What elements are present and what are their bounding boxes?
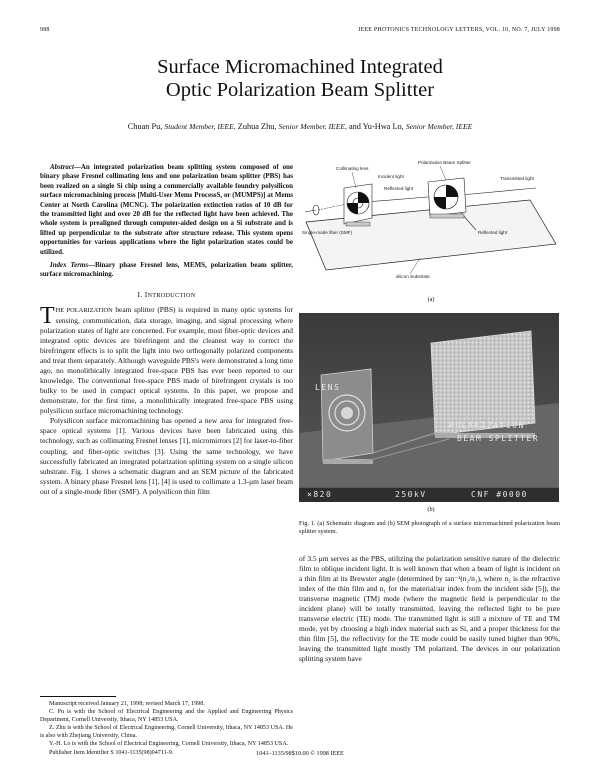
sem-label-pbs-2: BEAM SPLITTER	[457, 434, 540, 443]
page-number: 988	[40, 27, 50, 33]
label-reflected-light-top: Reflected light	[384, 186, 414, 191]
section-title-rest: NTRODUCTION	[147, 291, 196, 299]
author-2-role: Senior Member, IEEE,	[278, 122, 347, 131]
footnote-1: Manuscript received January 21, 1998; revised March 17, 1998.	[49, 701, 205, 707]
footnotes	[40, 700, 293, 757]
abstract	[40, 163, 293, 257]
sem-voltage: 250kV	[395, 490, 427, 499]
footnote-5: Publisher Item Identifier S 1041-1135(98)04711-9.	[49, 749, 174, 756]
label-collimating-lens: Collimating lens	[336, 166, 369, 171]
author-3-role: Senior Member, IEEE	[405, 122, 473, 131]
intro-paragraph-1	[40, 302, 293, 417]
sem-pbs-plate	[431, 331, 535, 435]
title-line-1: Surface Micromachined Integrated	[157, 56, 443, 78]
abstract-label: Abstract—	[50, 163, 81, 171]
label-reflected-light: Reflected light	[478, 230, 508, 235]
index-terms-label: Index Terms—	[50, 261, 95, 270]
section-numeral: I.	[137, 289, 143, 299]
left-column	[40, 163, 293, 497]
intro-paragraph-2: Polysilicon surface micromachining has opened a new area for integrated free-space optical systems [1]. Various devices have been fabricated using this technology, such as collimating Fresnel lenses [1], micromirrors [2] for laser-to-fiber coupling, and fiber-optic switches [3]. Using the same technology, we have successfully fabricated an integrated polarization splitting system on a single silicon substrate. Fig. 1 shows a schematic diagram and an SEM picture of the fabricated system. A binary phase Fresnel lens [1], [4] is used to collimate a 1.3-μm laser beam out of a single-mode fiber (SMF). A polysilicon thin film	[40, 416, 293, 496]
section-title-first: I	[144, 289, 148, 299]
drop-cap: T	[40, 302, 55, 329]
label-single-mode-fiber: Single-mode fiber (SMF)	[302, 230, 353, 235]
figure-caption: Fig. 1. (a) Schematic diagram and (b) SEM photograph of a surface micromachined polarization beam splitter system.	[299, 520, 560, 536]
title-line-2: Optic Polarization Beam Splitter	[165, 79, 435, 101]
figure-label-a: (a)	[427, 296, 435, 303]
schematic-diagram	[300, 158, 562, 298]
footnote-rule	[40, 696, 116, 697]
abstract-text: An integrated polarization beam splitting system composed of one binary phase Fresnel collimating lens and one polarization beam splitter (PBS) has been realized on a single Si chip using a commercially available foundry polysilicon surface micromachining process [Multi-User Mems ProcessS, or (MUMPS)] at Mems Center at North Carolina (MCNC). The polarization extinction ratios of 10 dB for the transmitted light and over 20 dB for the reflected light have been achieved. The whole system is prealigned through computer-aided design on a Si substrate and is lifted up perpendicular to the substrate after structure release. This system opens opportunities for various applications where the light polarization states could be utilized.	[40, 163, 293, 256]
label-incident-light: Incident light	[378, 174, 404, 179]
sem-scale: CNF #0000	[471, 490, 528, 499]
sem-label-pbs-1: POLARIZATION	[449, 421, 525, 430]
sem-magnification: ×820	[307, 490, 333, 499]
author-line	[0, 122, 600, 131]
footnote-3: Z. Zhu is with the School of Electrical Engineering, Cornell University, Ithaca, NY 14853 USA. He is also with Zhejiang University, China.	[40, 725, 293, 740]
footnote-4: Y.-H. Lo is with the School of Electrical Engineering, Cornell University, Ithaca, NY 14853 USA.	[49, 741, 289, 748]
lens-hinge	[346, 222, 370, 226]
author-2-name: Zuhua Zhu,	[237, 122, 277, 131]
label-transmitted-light: Transmitted light	[500, 176, 534, 181]
sem-image-drawing	[299, 313, 559, 502]
author-1-role: Student Member, IEEE,	[164, 122, 236, 131]
author-1-name: Chuan Pu,	[127, 122, 163, 131]
index-terms-text: Binary phase Fresnel lens, MEMS, polarization beam splitter, surface micromachining.	[40, 261, 293, 279]
author-3-name: Yu-Hwa Lo,	[362, 122, 404, 131]
copyright-line: 1041–1135/98$10.00 © 1998 IEEE	[256, 750, 344, 757]
sem-photograph	[299, 313, 559, 502]
journal-header: IEEE PHOTONICS TECHNOLOGY LETTERS, VOL. 10, NO. 7, JULY 1998	[358, 27, 560, 33]
paper-title	[0, 56, 600, 102]
pbs-hinge	[430, 214, 464, 218]
label-pbs: Polarization Beam Splitter	[418, 160, 471, 165]
author-and: and	[348, 122, 361, 131]
footnote-2: C. Pu is with the School of Electrical Engineering and the Applied and Engineering Physics Department, Cornell University, Ithaca, NY 14853 USA.	[40, 709, 293, 724]
right-column	[299, 554, 560, 665]
sem-label-lens: LENS	[315, 383, 341, 392]
label-substrate: silicon Substrate	[396, 274, 430, 279]
right-column-paragraph: of 3.5 μm serves as the PBS, utilizing the polarization sensitive nature of the dielectric film to oblique incident light. It is well known that when a beam of light is incident on a thin film at its Brewster angle (determined by tan⁻¹(n₂/n₁), where n₂ is the refractive index of the thin film and n₁ for the material/air index from the incident side [5]), the transverse magnetic (TM) mode (where the magnetic field is perpendicular to the incident plane) will be totally transmitted, leaving the reflected light to be pure transverse electric (TE) mode. The transmitted light is still a mixture of TE and TM mode, yet by choosing a high index material such as Si, and a proper thickness for the thin film [5], the reflectivity for the TE mode could be easily tuned higher than 90%, leaving the transmitted light mostly TM polarized. The devices in our polarization splitting system have	[299, 554, 560, 664]
intro-p1-text: beam splitter (PBS) is required in many optic systems for sensing, communication, data storage, imaging, and signal processing where polarization states of light are concerned. For example, most fiber-optic devices and integrated optic devices are birefringent and the cleanest way to correct the birefringent effects is to split the light into two orthogonally polarized components and treat them separately. Although waveguide PBS's were demonstrated a long time ago, no monolithically integrated free-space PBS has ever been reported to our knowledge. The conventional free-space PBS made of birefringent crystals is too bulky to be used in compact optical systems. In this paper, we propose and demonstrate, for the first time, a monolithically integrated free-space PBS using polysilicon surface micromachining technology.	[40, 304, 293, 416]
intro-smallcaps: HE POLARIZATION	[55, 306, 113, 314]
index-terms	[40, 261, 293, 280]
figure-label-b: (b)	[427, 506, 435, 513]
section-heading-introduction	[40, 290, 293, 299]
sem-info-bar	[299, 488, 559, 502]
